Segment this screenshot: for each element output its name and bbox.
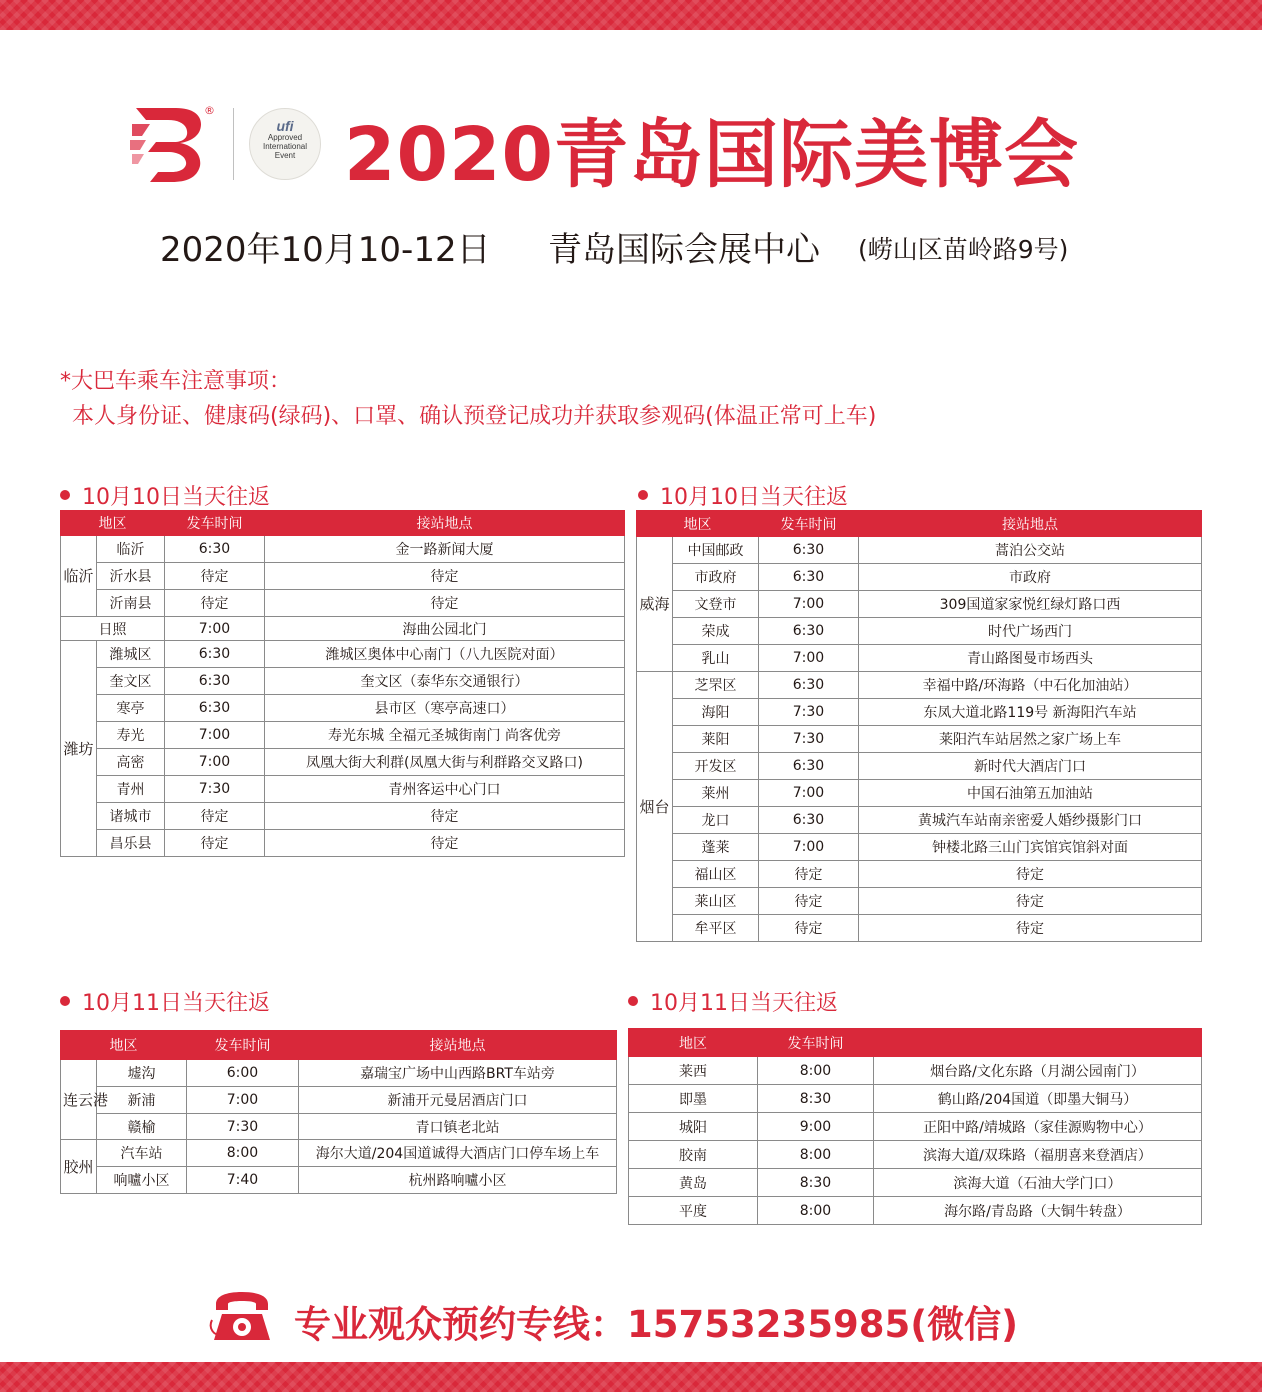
time-cell: 7:00 (759, 834, 859, 861)
time-cell: 8:30 (758, 1169, 874, 1197)
section-title-oct10-left (60, 480, 270, 511)
time-cell: 6:00 (187, 1060, 299, 1087)
table-row (61, 668, 625, 695)
table-row (61, 1167, 617, 1194)
table-row (637, 753, 1202, 780)
table-header-row (61, 1031, 617, 1060)
table-row (629, 1169, 1202, 1197)
location-cell: 幸福中路/环海路（中石化加油站） (859, 672, 1202, 699)
section-title-text: 10月10日当天往返 (660, 485, 848, 510)
table-row (637, 807, 1202, 834)
bullet-dot-icon (628, 996, 638, 1006)
area-cell: 城阳 (629, 1113, 758, 1141)
area-cell: 福山区 (673, 861, 759, 888)
top-decorative-band (0, 0, 1262, 30)
area-cell: 即墨 (629, 1085, 758, 1113)
area-cell: 平度 (629, 1197, 758, 1225)
brand-logo-icon (130, 104, 210, 184)
area-cell: 莱阳 (673, 726, 759, 753)
table-header-row (61, 511, 625, 536)
location-cell: 鹤山路/204国道（即墨大铜马） (874, 1085, 1202, 1113)
table-row (61, 536, 625, 563)
region-cell: 威海 (637, 537, 673, 672)
time-cell: 7:30 (187, 1114, 299, 1140)
area-cell: 胶南 (629, 1141, 758, 1169)
area-cell: 芝罘区 (673, 672, 759, 699)
notice-body: 本人身份证、健康码(绿码)、口罩、确认预登记成功并获取参观码(体温正常可上车) (72, 404, 877, 429)
table-row (637, 726, 1202, 753)
area-cell: 莱西 (629, 1057, 758, 1085)
region-cell: 临沂 (61, 536, 97, 617)
event-address: (崂山区苗岭路9号) (858, 235, 1069, 264)
bullet-dot-icon (638, 490, 648, 500)
hotline-text: 专业观众预约专线：15753235985(微信) (294, 1303, 1019, 1346)
table-row (629, 1085, 1202, 1113)
table-row (61, 722, 625, 749)
phone-icon (210, 1290, 274, 1342)
time-cell: 8:00 (758, 1141, 874, 1169)
bottom-decorative-band (0, 1362, 1262, 1392)
schedule-table-oct11-left (60, 1030, 617, 1194)
column-header-region: 地区 (61, 511, 165, 536)
table-row (637, 537, 1202, 564)
time-cell: 6:30 (165, 536, 265, 563)
time-cell: 8:00 (187, 1140, 299, 1167)
time-cell: 7:00 (165, 749, 265, 776)
area-cell: 沂水县 (97, 563, 165, 590)
bullet-dot-icon (60, 996, 70, 1006)
time-cell: 待定 (165, 563, 265, 590)
location-cell: 待定 (859, 888, 1202, 915)
location-cell: 时代广场西门 (859, 618, 1202, 645)
table-row (629, 1113, 1202, 1141)
ufi-badge-line: International (262, 142, 308, 151)
region-cell: 连云港 (61, 1060, 97, 1140)
table-row (61, 695, 625, 722)
location-cell: 待定 (265, 590, 625, 617)
table-row (61, 617, 625, 641)
time-cell: 8:30 (758, 1085, 874, 1113)
time-cell: 待定 (165, 803, 265, 830)
location-cell: 杭州路响嚧小区 (299, 1167, 617, 1194)
table-row (61, 830, 625, 857)
location-cell: 嘉瑞宝广场中山西路BRT车站旁 (299, 1060, 617, 1087)
time-cell: 8:00 (758, 1197, 874, 1225)
table-row (61, 776, 625, 803)
area-cell: 新浦 (97, 1087, 187, 1114)
section-title-oct10-right (638, 480, 848, 511)
time-cell: 6:30 (759, 537, 859, 564)
location-cell: 潍城区奥体中心南门（八九医院对面） (265, 641, 625, 668)
location-cell: 凤凰大街大利群(凤凰大街与利群路交叉路口) (265, 749, 625, 776)
location-cell: 海尔大道/204国道诚得大酒店门口停车场上车 (299, 1140, 617, 1167)
event-venue: 青岛国际会展中心 (548, 230, 820, 270)
logo-divider (233, 108, 234, 180)
location-cell: 待定 (265, 830, 625, 857)
area-cell: 寒亭 (97, 695, 165, 722)
area-cell: 中国邮政 (673, 537, 759, 564)
time-cell: 6:30 (759, 618, 859, 645)
time-cell: 6:30 (165, 641, 265, 668)
table-row (637, 780, 1202, 807)
area-cell: 青州 (97, 776, 165, 803)
time-cell: 7:30 (165, 776, 265, 803)
time-cell: 6:30 (165, 695, 265, 722)
area-cell: 莱山区 (673, 888, 759, 915)
time-cell: 7:00 (187, 1087, 299, 1114)
location-cell: 新时代大酒店门口 (859, 753, 1202, 780)
location-cell: 309国道家家悦红绿灯路口西 (859, 591, 1202, 618)
table-row (637, 699, 1202, 726)
time-cell: 8:00 (758, 1057, 874, 1085)
location-cell: 东凤大道北路119号 新海阳汽车站 (859, 699, 1202, 726)
table-row (637, 564, 1202, 591)
column-header-region: 地区 (629, 1029, 758, 1057)
ufi-badge-icon (249, 108, 321, 180)
location-cell: 待定 (265, 803, 625, 830)
area-cell: 高密 (97, 749, 165, 776)
table-row (629, 1057, 1202, 1085)
location-cell: 寿光东城 全福元圣城街南门 尚客优旁 (265, 722, 625, 749)
time-cell: 7:00 (759, 645, 859, 672)
time-cell: 6:30 (759, 753, 859, 780)
time-cell: 7:00 (165, 617, 265, 641)
location-cell: 莱阳汽车站居然之家广场上车 (859, 726, 1202, 753)
region-cell: 胶州 (61, 1140, 97, 1194)
area-cell: 牟平区 (673, 915, 759, 942)
area-cell: 开发区 (673, 753, 759, 780)
time-cell: 6:30 (759, 672, 859, 699)
time-cell: 待定 (759, 915, 859, 942)
section-title-text: 10月11日当天往返 (650, 991, 838, 1016)
schedule-table-oct10-left (60, 510, 625, 857)
table-row (61, 641, 625, 668)
column-header-location: 接站地点 (299, 1031, 617, 1060)
table-row (61, 1087, 617, 1114)
area-cell: 墟沟 (97, 1060, 187, 1087)
section-title-text: 10月10日当天往返 (82, 485, 270, 510)
location-cell: 海曲公园北门 (265, 617, 625, 641)
table-row (61, 1140, 617, 1167)
location-cell: 烟台路/文化东路（月湖公园南门） (874, 1057, 1202, 1085)
location-cell: 新浦开元曼居酒店门口 (299, 1087, 617, 1114)
area-cell: 奎文区 (97, 668, 165, 695)
area-cell: 汽车站 (97, 1140, 187, 1167)
time-cell: 9:00 (758, 1113, 874, 1141)
area-cell: 昌乐县 (97, 830, 165, 857)
location-cell: 县市区（寒亭高速口） (265, 695, 625, 722)
ufi-badge-line: Approved (267, 133, 303, 142)
area-cell: 莱州 (673, 780, 759, 807)
location-cell: 待定 (859, 861, 1202, 888)
ufi-badge-name: ufi (276, 118, 294, 134)
time-cell: 6:30 (759, 564, 859, 591)
table-header-row (637, 511, 1202, 537)
notice-title: *大巴车乘车注意事项： (60, 369, 292, 394)
table-row (637, 645, 1202, 672)
table-row (61, 590, 625, 617)
section-title-oct11-left (60, 986, 270, 1017)
time-cell: 待定 (759, 861, 859, 888)
location-cell: 待定 (265, 563, 625, 590)
location-cell: 黄城汽车站南亲密爱人婚纱摄影门口 (859, 807, 1202, 834)
schedule-table-oct11-right (628, 1028, 1202, 1225)
table-row (637, 591, 1202, 618)
time-cell: 7:40 (187, 1167, 299, 1194)
location-cell: 青山路图曼市场西头 (859, 645, 1202, 672)
table-row (637, 834, 1202, 861)
table-row (61, 1060, 617, 1087)
section-title-text: 10月11日当天往返 (82, 991, 270, 1016)
table-row (61, 803, 625, 830)
area-cell: 赣榆 (97, 1114, 187, 1140)
table-row (637, 861, 1202, 888)
time-cell: 6:30 (165, 668, 265, 695)
area-cell: 龙口 (673, 807, 759, 834)
location-cell: 中国石油第五加油站 (859, 780, 1202, 807)
table-row (637, 618, 1202, 645)
area-cell: 荣成 (673, 618, 759, 645)
section-title-oct11-right (628, 986, 838, 1017)
location-cell: 滨海大道（石油大学门口） (874, 1169, 1202, 1197)
time-cell: 7:00 (759, 780, 859, 807)
column-header-location: 接站地点 (265, 511, 625, 536)
time-cell: 7:00 (165, 722, 265, 749)
region-cell: 烟台 (637, 672, 673, 942)
column-header-region: 地区 (61, 1031, 187, 1060)
page-title: 2020青岛国际美博会 (344, 112, 1079, 198)
ufi-badge-line: Event (274, 151, 296, 160)
column-header-time: 发车时间 (759, 511, 859, 537)
table-row (637, 915, 1202, 942)
area-cell: 沂南县 (97, 590, 165, 617)
location-cell: 蒿泊公交站 (859, 537, 1202, 564)
schedule-table-oct10-right (636, 510, 1202, 942)
table-row (637, 672, 1202, 699)
area-cell: 潍城区 (97, 641, 165, 668)
area-cell: 响嚧小区 (97, 1167, 187, 1194)
location-cell: 滨海大道/双珠路（福朋喜来登酒店） (874, 1141, 1202, 1169)
bullet-dot-icon (60, 490, 70, 500)
table-row (637, 888, 1202, 915)
table-row (629, 1141, 1202, 1169)
location-cell: 奎文区（泰华东交通银行） (265, 668, 625, 695)
area-cell: 临沂 (97, 536, 165, 563)
area-cell: 乳山 (673, 645, 759, 672)
location-cell: 待定 (859, 915, 1202, 942)
location-cell: 青州客运中心门口 (265, 776, 625, 803)
time-cell: 7:30 (759, 726, 859, 753)
table-row (61, 1114, 617, 1140)
area-cell: 文登市 (673, 591, 759, 618)
area-cell: 日照 (61, 617, 165, 641)
table-header-row (629, 1029, 1202, 1057)
time-cell: 7:00 (759, 591, 859, 618)
table-row (61, 749, 625, 776)
event-date: 2020年10月10-12日 (160, 230, 491, 270)
area-cell: 诸城市 (97, 803, 165, 830)
time-cell: 待定 (165, 590, 265, 617)
location-cell: 正阳中路/靖城路（家佳源购物中心） (874, 1113, 1202, 1141)
area-cell: 黄岛 (629, 1169, 758, 1197)
area-cell: 寿光 (97, 722, 165, 749)
column-header-region: 地区 (637, 511, 759, 537)
area-cell: 蓬莱 (673, 834, 759, 861)
area-cell: 市政府 (673, 564, 759, 591)
table-row (61, 563, 625, 590)
location-cell: 钟楼北路三山门宾馆宾馆斜对面 (859, 834, 1202, 861)
location-cell: 海尔路/青岛路（大铜牛转盘） (874, 1197, 1202, 1225)
time-cell: 待定 (165, 830, 265, 857)
area-cell: 海阳 (673, 699, 759, 726)
location-cell: 金一路新闻大厦 (265, 536, 625, 563)
time-cell: 6:30 (759, 807, 859, 834)
column-header-location: 接站地点 (859, 511, 1202, 537)
column-header-time: 发车时间 (758, 1029, 874, 1057)
table-row (629, 1197, 1202, 1225)
time-cell: 待定 (759, 888, 859, 915)
column-header-location-blank (874, 1029, 1202, 1057)
registered-mark: ® (204, 104, 215, 117)
column-header-time: 发车时间 (187, 1031, 299, 1060)
location-cell: 市政府 (859, 564, 1202, 591)
location-cell: 青口镇老北站 (299, 1114, 617, 1140)
region-cell: 潍坊 (61, 641, 97, 857)
column-header-time: 发车时间 (165, 511, 265, 536)
time-cell: 7:30 (759, 699, 859, 726)
